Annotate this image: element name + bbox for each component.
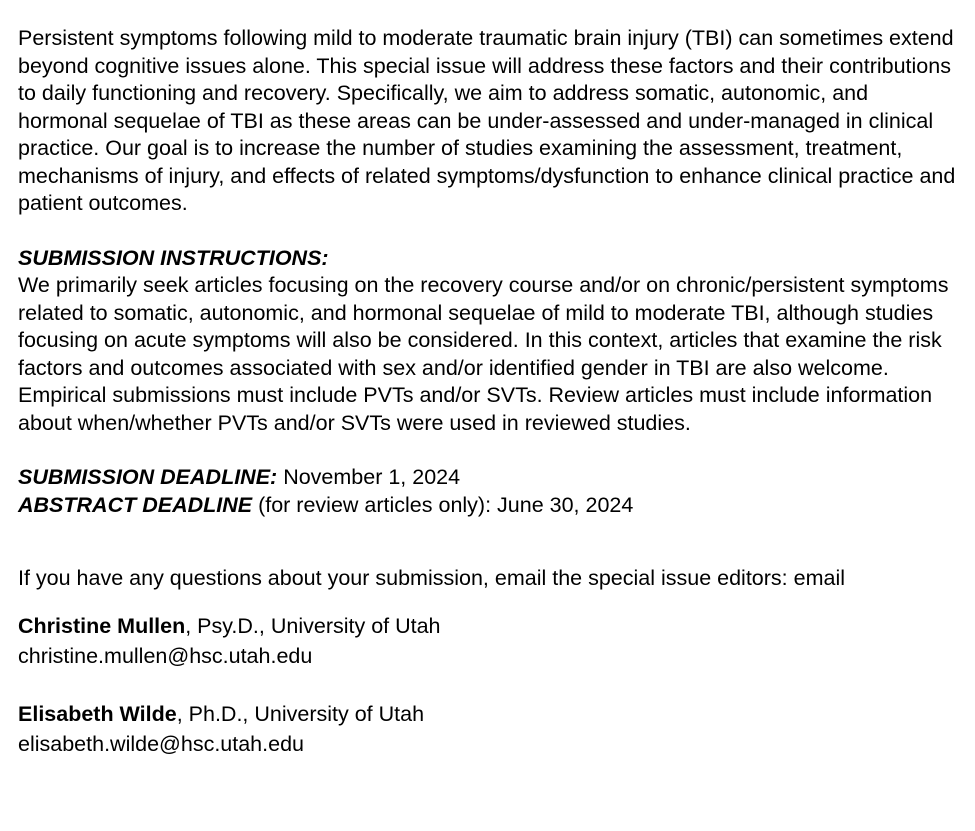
editor-credentials: , Ph.D., University of Utah [176,701,425,726]
editor-email: christine.mullen@hsc.utah.edu [18,643,313,668]
spacer [18,437,975,464]
editor-name-line [18,699,963,729]
abstract-deadline-line [18,492,963,520]
submission-deadline-label: SUBMISSION DEADLINE: [18,465,278,489]
editor-email: elisabeth.wilde@hsc.utah.edu [18,731,304,756]
intro-paragraph: Persistent symptoms following mild to moderate traumatic brain injury (TBI) can sometimes extend beyond cognitive issues alone. This special issue will address these factors and their contributions to daily functioning and recovery. Specifically, we aim to address somatic, autonomic, and hormonal sequelae of TBI as these areas can be under-assessed and under-managed in clinical practice. Our goal is to increase the number of studies examining the assessment, treatment, mechanisms of injury, and effects of related symptoms/dysfunction to enhance clinical practice and patient outcomes. [18,26,956,215]
submission-deadline-line [18,464,963,492]
spacer [18,218,975,245]
editor-name: Christine Mullen [18,613,186,638]
editor-name-line [18,611,963,641]
submission-instructions-heading: SUBMISSION INSTRUCTIONS: [18,245,329,270]
editor-contact [18,611,975,671]
submission-deadline-value: November 1, 2024 [277,465,461,489]
submission-instructions-paragraph: We primarily seek articles focusing on the recovery course and/or on chronic/persistent symptoms related to somatic, autonomic, and hormonal sequelae of mild to moderate TBI, although studies focusing on acute symptoms will also be considered. In this context, articles that examine the risk factors and outcomes associated with sex and/or identified gender in TBI are also welcome. Empirical submissions must include PVTs and/or SVTs. Review articles must include information about when/whether PVTs and/or SVTs were used in reviewed studies. [18,273,949,435]
abstract-deadline-label: ABSTRACT DEADLINE [18,492,253,517]
editor-credentials: , Psy.D., University of Utah [185,613,441,638]
questions-text: If you have any questions about your submission, email the special issue editors: email [18,566,845,590]
abstract-deadline-value: (for review articles only): June 30, 2024 [252,492,634,517]
editor-name: Elisabeth Wilde [18,701,177,726]
editor-contact [18,699,975,759]
